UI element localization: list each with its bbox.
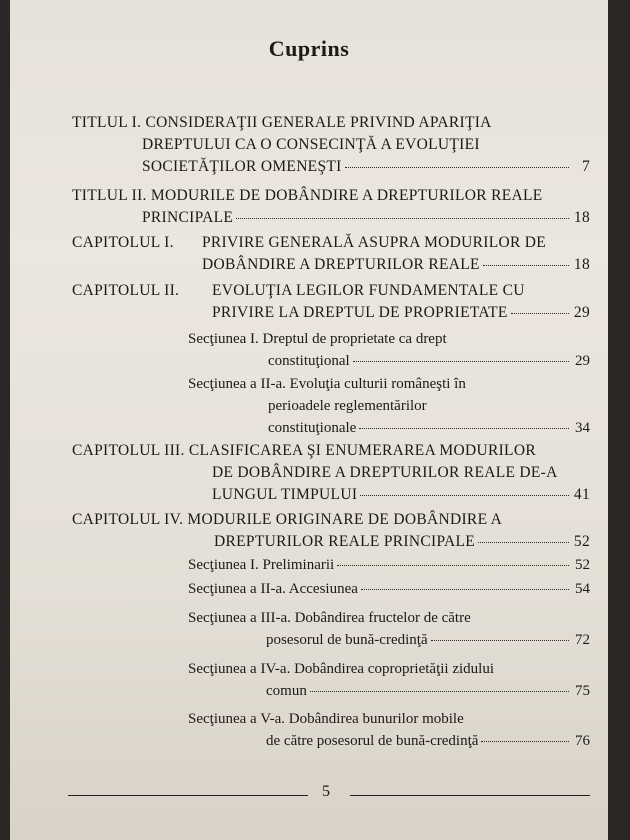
toc-entry-line: perioadele reglementărilor (268, 398, 427, 414)
toc-entry-capitolul-1 (72, 232, 590, 276)
footer-page-number: 5 (322, 783, 330, 800)
toc-chapter-label: CAPITOLUL I. (72, 234, 174, 251)
toc-page-number: 29 (573, 304, 590, 321)
toc-section-dobandirea-fructelor (188, 607, 590, 651)
toc-entry-line: LUNGUL TIMPULUI (212, 486, 358, 503)
toc-entry-line: EVOLUŢIA LEGILOR FUNDAMENTALE CU (212, 282, 525, 299)
toc-page-number: 72 (575, 632, 590, 648)
toc-entry-line: Secţiunea I. Preliminarii (188, 557, 335, 573)
toc-entry-line: DE DOBÂNDIRE A DREPTURILOR REALE DE-A (212, 464, 558, 481)
toc-page-number: 52 (575, 557, 590, 573)
toc-entry-line: DREPTULUI CA O CONSECINŢĂ A EVOLUŢIEI (142, 136, 480, 153)
toc-leader-dots (511, 313, 569, 314)
toc-page-number: 54 (575, 581, 590, 597)
toc-page-number: 29 (575, 353, 590, 369)
toc-leader-dots (353, 361, 569, 362)
toc-section-preliminarii (188, 554, 590, 576)
toc-entry-line: TITLUL I. CONSIDERAŢII GENERALE PRIVIND APARIŢIA (72, 114, 492, 131)
toc-entry-line: SOCIETĂŢILOR OMENEŞTI (142, 158, 342, 175)
toc-entry-line: TITLUL II. MODURILE DE DOBÂNDIRE A DREPTURILOR REALE (72, 187, 543, 204)
footer-rule-right (350, 795, 590, 796)
toc-page-number: 18 (573, 209, 590, 226)
toc-section-bunuri-mobile (188, 708, 590, 752)
toc-page-number: 76 (575, 733, 590, 749)
toc-page-number: 75 (575, 683, 590, 699)
toc-leader-dots (431, 640, 569, 641)
toc-leader-dots (337, 565, 569, 566)
toc-entry-capitolul-4 (72, 509, 590, 553)
toc-entry-capitolul-2 (72, 280, 590, 324)
toc-entry-titlul-1 (72, 112, 590, 178)
toc-leader-dots (481, 741, 569, 742)
toc-entry-line: Secţiunea a II-a. Accesiunea (188, 581, 358, 597)
toc-entry-line: DREPTURILOR REALE PRINCIPALE (214, 533, 476, 550)
toc-entry-line: constituţional (268, 353, 350, 369)
book-page (10, 0, 608, 840)
toc-leader-dots (359, 428, 569, 429)
page-title: Cuprins (268, 36, 350, 61)
toc-leader-dots (310, 691, 569, 692)
toc-entry-capitolul-3 (72, 440, 590, 506)
toc-leader-dots (483, 265, 569, 266)
toc-page-number: 41 (573, 486, 590, 503)
toc-entry-line: Secţiunea a II-a. Evoluţia culturii româneşti în (188, 376, 466, 392)
toc-page-number: 52 (573, 533, 590, 550)
toc-leader-dots (345, 167, 569, 168)
toc-entry-line: CAPITOLUL IV. MODURILE ORIGINARE DE DOBÂNDIRE A (72, 511, 503, 528)
toc-entry-line: de către posesorul de bună-credinţă (266, 733, 479, 749)
toc-section-2-evolutia-culturii (188, 373, 590, 439)
toc-entry-line: constituţionale (268, 420, 357, 436)
toc-section-accesiunea (188, 578, 590, 600)
toc-entry-line: PRIVIRE LA DREPTUL DE PROPRIETATE (212, 304, 508, 321)
toc-entry-line: PRINCIPALE (142, 209, 234, 226)
toc-leader-dots (361, 589, 569, 590)
toc-page-number: 7 (581, 158, 590, 175)
toc-leader-dots (236, 218, 569, 219)
toc-entry-line: comun (266, 683, 307, 699)
toc-entry-line: Secţiunea a V-a. Dobândirea bunurilor mobile (188, 711, 464, 727)
toc-section-1-drept-proprietate (188, 328, 590, 372)
toc-entry-line: Secţiunea a IV-a. Dobândirea coproprietăţii zidului (188, 661, 494, 677)
toc-page-number: 34 (575, 420, 590, 436)
toc-entry-line: DOBÂNDIRE A DREPTURILOR REALE (202, 256, 480, 273)
toc-entry-line: CAPITOLUL III. CLASIFICAREA ŞI ENUMERAREA MODURILOR (72, 442, 536, 459)
toc-entry-line: Secţiunea a III-a. Dobândirea fructelor de către (188, 610, 471, 626)
toc-entry-line: PRIVIRE GENERALĂ ASUPRA MODURILOR DE (202, 234, 547, 251)
toc-chapter-label: CAPITOLUL II. (72, 282, 180, 299)
footer-rule-left (68, 795, 308, 796)
toc-entry-titlul-2 (72, 185, 590, 229)
toc-entry-line: Secţiunea I. Dreptul de proprietate ca drept (188, 331, 447, 347)
toc-leader-dots (478, 542, 569, 543)
toc-section-coproprietatea-zidului (188, 658, 590, 702)
toc-leader-dots (360, 495, 569, 496)
toc-entry-line: posesorul de bună-credinţă (266, 632, 428, 648)
toc-page-number: 18 (573, 256, 590, 273)
